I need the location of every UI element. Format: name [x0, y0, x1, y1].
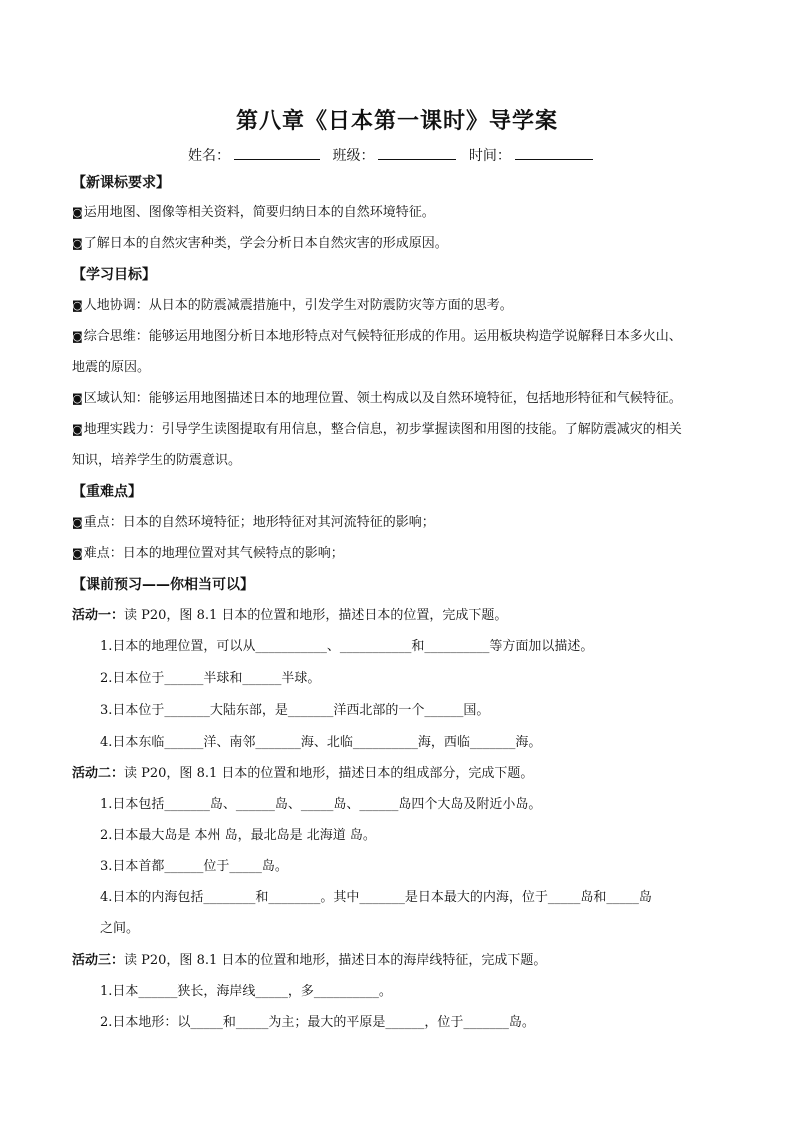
activity-2-intro: 活动二：读 P20，图 8.1 日本的位置和地形，描述日本的组成部分，完成下题。	[72, 766, 534, 781]
class-label: 班级：	[332, 148, 375, 164]
bullet-icon: ◙	[72, 392, 83, 405]
question-line: 2.日本位于______半球和______半球。	[100, 671, 321, 686]
question-line: 2.日本地形：以_____和_____为主；最大的平原是______，位于_______岛。	[100, 1015, 535, 1030]
list-item: ◙难点：日本的地理位置对其气候特点的影响；	[72, 546, 344, 561]
name-label: 姓名：	[188, 148, 230, 164]
question-line: 4.日本东临______洋、南邻_______海、北临__________海，西临_______海。	[100, 735, 542, 750]
question-line: 1.日本______狭长，海岸线_____，多__________。	[100, 984, 392, 999]
activity-1-intro: 活动一：读 P20，图 8.1 日本的位置和地形，描述日本的位置，完成下题。	[72, 608, 508, 623]
student-info-row	[188, 145, 628, 165]
activity-label: 活动一：	[72, 608, 125, 623]
list-item: ◙运用地图、图像等相关资料，简要归纳日本的自然环境特征。	[72, 205, 435, 220]
question-line: 1.日本的地理位置，可以从___________、___________和__________等方面加以描述。	[100, 639, 594, 654]
question-line: 1.日本包括_______岛、______岛、_____岛、______岛四个大岛及附近小岛。	[100, 797, 542, 812]
bullet-icon: ◙	[72, 206, 83, 219]
list-item: ◙区域认知：能够运用地图描述日本的地理位置、领土构成以及自然环境特征，包括地形特征和气候特征。	[72, 391, 682, 406]
question-line-continuation: 之间。	[100, 921, 140, 936]
activity-3-intro: 活动三：读 P20，图 8.1 日本的位置和地形，描述日本的海岸线特征，完成下题。	[72, 953, 547, 968]
page-title: 第八章《日本第一课时》导学案	[235, 109, 558, 134]
list-item-continuation: 知识，培养学生的防震意识。	[72, 453, 242, 468]
list-item: ◙综合思维：能够运用地图分析日本地形特点对气候特征形成的作用。运用板块构造学说解释日本多火山、	[72, 329, 682, 344]
section-heading-goals: 【学习目标】	[72, 267, 156, 283]
section-heading-key-points: 【重难点】	[72, 484, 142, 500]
list-item: ◙人地协调：从日本的防震减震措施中，引发学生对防震防灾等方面的思考。	[72, 298, 513, 313]
activity-label: 活动二：	[72, 766, 125, 781]
list-item-continuation: 地震的原因。	[72, 360, 151, 375]
question-line: 3.日本位于_______大陆东部，是_______洋西北部的一个______国。	[100, 703, 490, 718]
class-blank	[378, 145, 456, 160]
bullet-icon: ◙	[72, 237, 83, 250]
bullet-icon: ◙	[72, 547, 83, 560]
question-line: 3.日本首都______位于_____岛。	[100, 859, 288, 874]
bullet-icon: ◙	[72, 330, 83, 343]
question-line: 2.日本最大岛是 本州 岛，最北岛是 北海道 岛。	[100, 828, 376, 843]
list-item: ◙了解日本的自然灾害种类，学会分析日本自然灾害的形成原因。	[72, 236, 448, 251]
question-line: 4.日本的内海包括________和________。其中_______是日本最大的内海，位于_____岛和_____岛	[100, 890, 652, 905]
bullet-icon: ◙	[72, 299, 83, 312]
time-blank	[515, 145, 593, 160]
bullet-icon: ◙	[72, 423, 83, 436]
section-heading-curriculum: 【新课标要求】	[72, 175, 170, 191]
list-item: ◙地理实践力：引导学生读图提取有用信息，整合信息，初步掌握读图和用图的技能。了解防震减灾的相关	[72, 422, 682, 437]
time-label: 时间：	[468, 148, 511, 164]
section-heading-preview: 【课前预习——你相当可以】	[72, 577, 254, 593]
list-item: ◙重点：日本的自然环境特征；地形特征对其河流特征的影响；	[72, 515, 435, 530]
bullet-icon: ◙	[72, 516, 83, 529]
activity-label: 活动三：	[72, 953, 125, 968]
name-blank	[234, 145, 320, 160]
